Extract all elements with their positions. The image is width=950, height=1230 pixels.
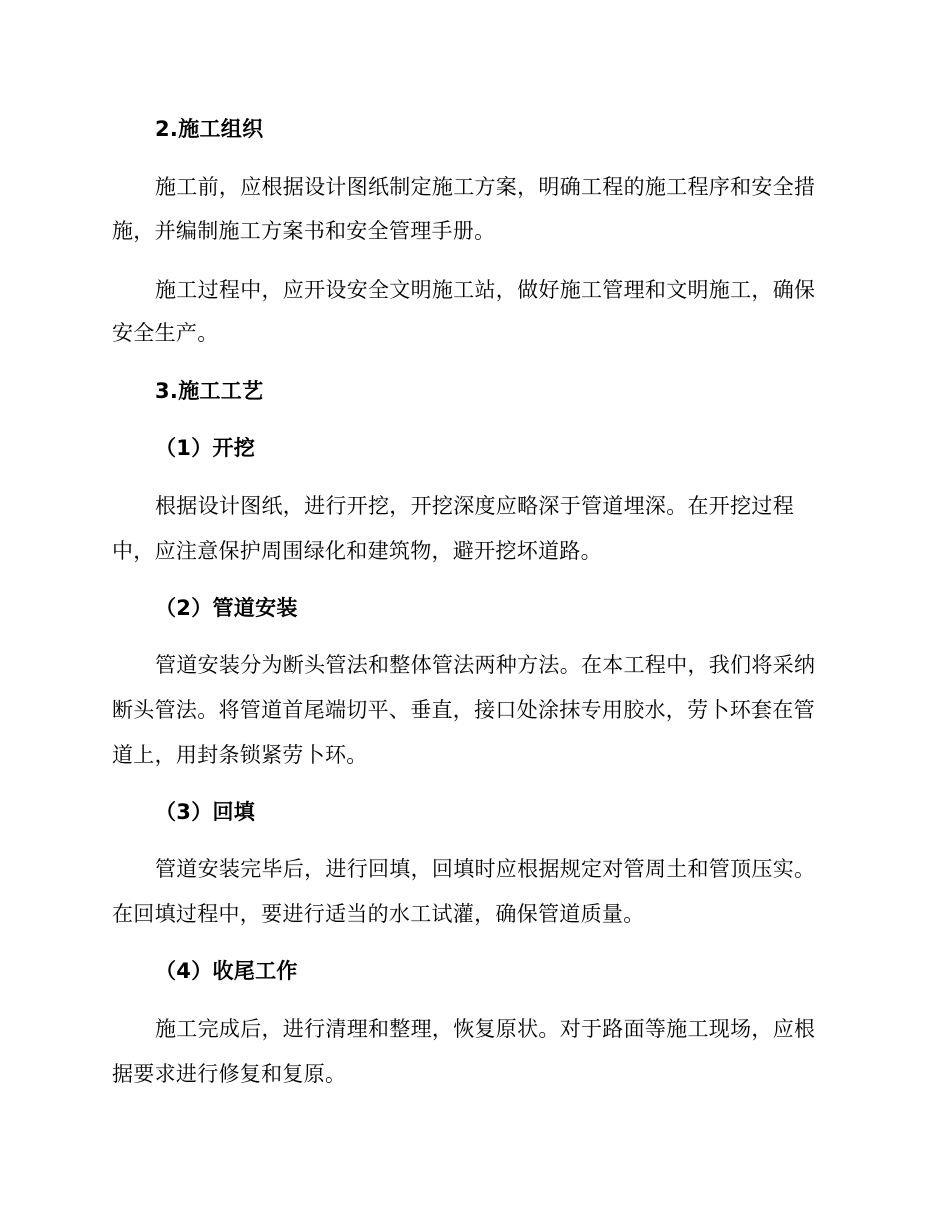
paragraph-line: 管道安装完毕后，进行回填，回填时应根据规定对管周土和管顶压实。 [155, 857, 816, 881]
paragraph-line: 安全生产。 [112, 321, 219, 345]
paragraph-line: 中，应注意保护周围绿化和建筑物，避开挖坏道路。 [112, 539, 602, 563]
paragraph-line: 道上，用封条锁紧劳卜环。 [112, 743, 368, 767]
paragraph-line: 根据设计图纸，进行开挖，开挖深度应略深于管道埋深。在开挖过程 [155, 494, 794, 518]
subsection-heading-excavation: （1）开挖 [155, 436, 256, 460]
subsection-heading-finishing-work: （4）收尾工作 [155, 959, 298, 983]
paragraph-line: 在回填过程中，要进行适当的水工试灌，确保管道质量。 [112, 902, 645, 926]
paragraph-line: 施工过程中，应开设安全文明施工站，做好施工管理和文明施工，确保 [155, 278, 816, 302]
section-heading-construction-organization: 2.施工组织 [155, 117, 264, 141]
section-heading-construction-process: 3.施工工艺 [155, 379, 264, 403]
paragraph-line: 施，并编制施工方案书和安全管理手册。 [112, 219, 496, 243]
paragraph-line: 据要求进行修复和复原。 [112, 1062, 347, 1086]
paragraph-line: 管道安装分为断头管法和整体管法两种方法。在本工程中，我们将采纳 [155, 653, 816, 677]
paragraph-line: 施工完成后，进行清理和整理，恢复原状。对于路面等施工现场，应根 [155, 1017, 816, 1041]
subsection-heading-pipe-installation: （2）管道安装 [155, 596, 298, 620]
paragraph-line: 施工前，应根据设计图纸制定施工方案，明确工程的施工程序和安全措 [155, 175, 816, 199]
paragraph-line: 断头管法。将管道首尾端切平、垂直，接口处涂抹专用胶水，劳卜环套在管 [112, 698, 815, 722]
subsection-heading-backfill: （3）回填 [155, 800, 256, 824]
